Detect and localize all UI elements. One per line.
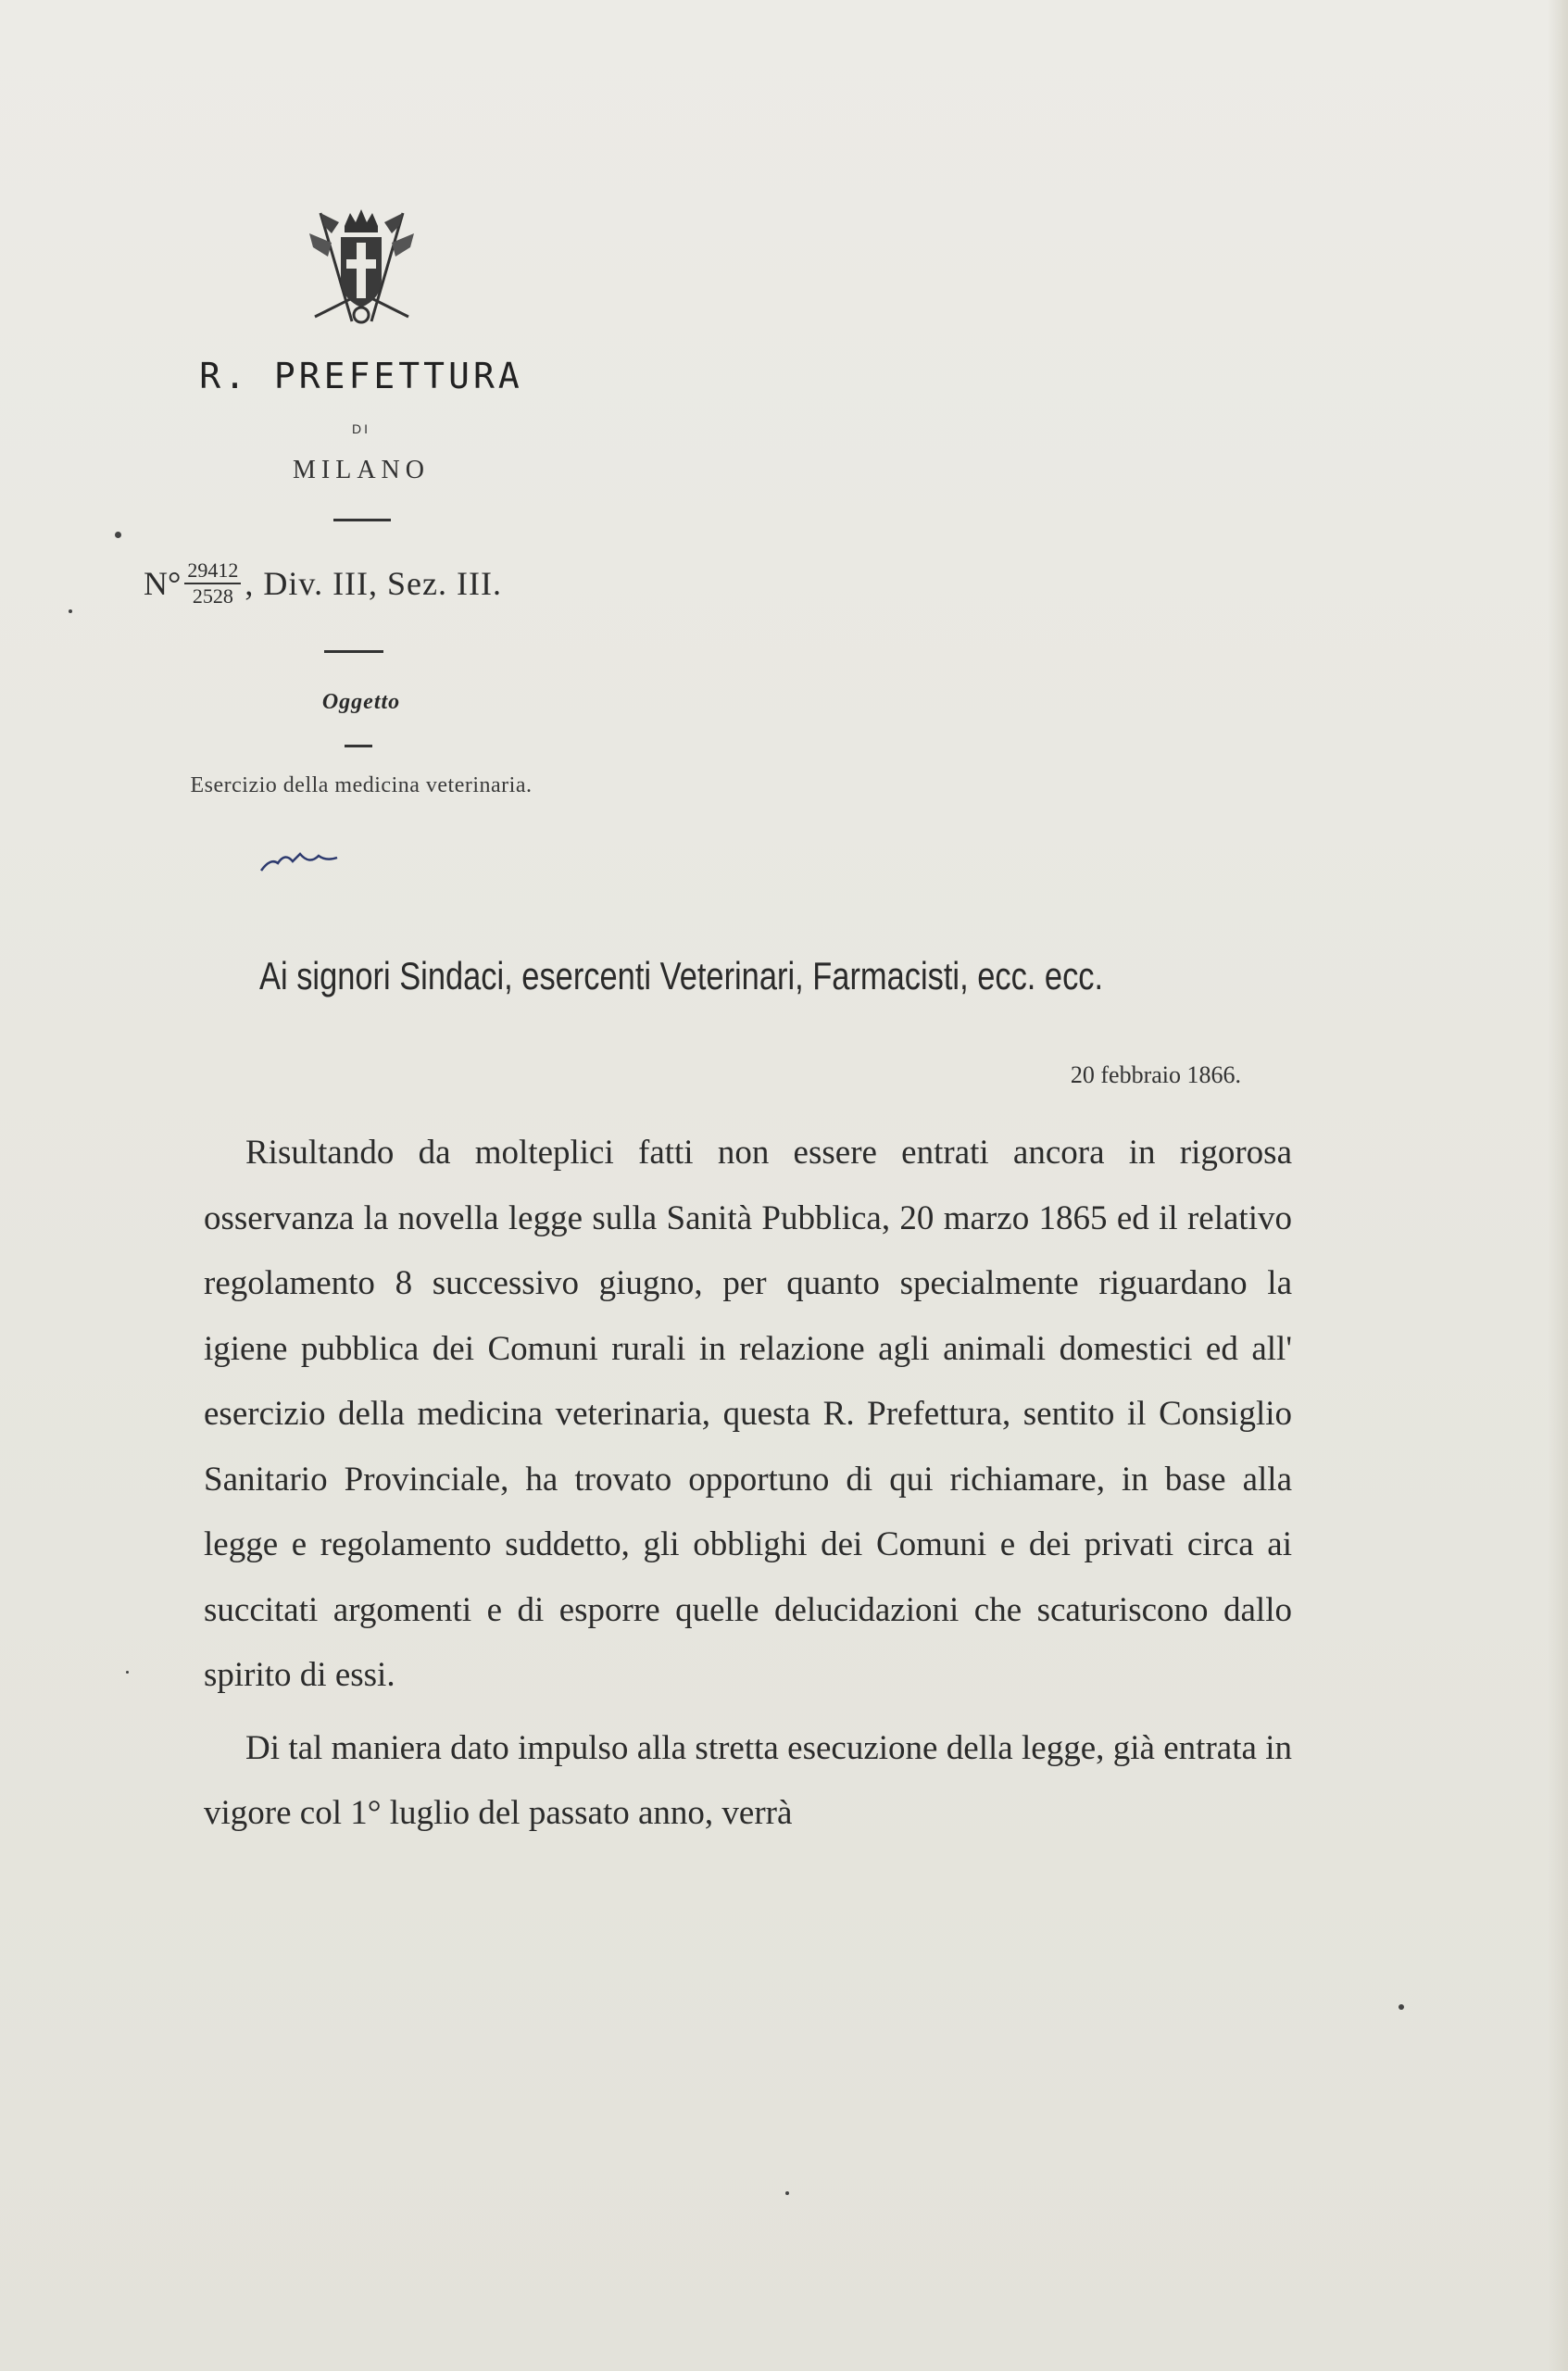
oggetto-text: Esercizio della medicina veterinaria. <box>190 773 533 797</box>
prefecture-di: DI <box>352 421 370 436</box>
body-paragraph-1: Risultando da molteplici fatti non essere entrati ancora in rigorosa osservanza la novella legge sulla Sanità Pubblica, 20 marzo 1865 ed il relativo regolamento 8 successivo giugno, per quanto specialmente riguardano la igiene pubblica dei Comuni rurali in relazione agli animali domestici ed all' esercizio della medicina veterinaria, questa R. Prefettura, sentito il Consiglio Sanitario Provinciale, ha trovato opportuno di qui richiamare, in base alla legge e regolamento suddetto, gli obblighi dei Comuni e dei privati circa ai succitati argomenti e di esporre quelle delucidazioni che scaturiscono dallo spirito di essi. <box>204 1134 1292 1694</box>
paper-speck <box>69 609 72 613</box>
header-rule-1 <box>333 519 391 521</box>
paper-speck <box>785 2191 789 2195</box>
protocol-prefix: N° <box>144 565 182 602</box>
protocol-number <box>144 546 607 621</box>
letter-date: 20 febbraio 1866. <box>1070 1061 1241 1088</box>
body-paragraph-2: Di tal maniera dato impulso alla stretta esecuzione della legge, già entrata in vigore col 1° luglio del passato anno, verrà <box>204 1728 1292 1832</box>
header-rule-2 <box>324 650 383 653</box>
protocol-denominator: 2528 <box>192 584 233 608</box>
savoy-coat-of-arms-icon <box>304 206 420 331</box>
prefecture-city: MILANO <box>293 456 430 484</box>
protocol-fraction <box>184 558 241 608</box>
letter-body <box>204 1121 1292 1854</box>
oggetto-rule <box>345 745 372 747</box>
protocol-numerator: 29412 <box>184 558 241 584</box>
page-edge-shadow <box>1548 0 1568 2371</box>
addressee-line: Ai signori Sindaci, esercenti Veterinari, Farmacisti, ecc. ecc. <box>259 954 1104 997</box>
paper-speck <box>126 1671 129 1674</box>
handwritten-mark <box>257 845 341 878</box>
protocol-division: , Div. III, Sez. III. <box>245 565 502 602</box>
paper-speck <box>115 532 121 538</box>
paper-speck <box>1399 2004 1404 2010</box>
prefecture-title: R. PREFETTURA <box>199 356 523 396</box>
oggetto-label: Oggetto <box>321 690 401 714</box>
